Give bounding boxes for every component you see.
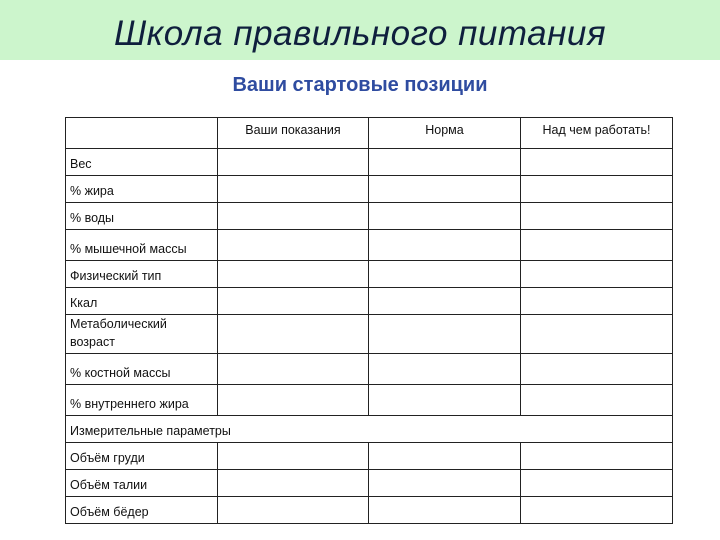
work-on-cell[interactable]: [521, 203, 673, 230]
readings-cell[interactable]: [218, 149, 369, 176]
norm-cell[interactable]: [369, 261, 521, 288]
table-row: [66, 354, 673, 385]
norm-cell[interactable]: [369, 385, 521, 416]
row-label: % воды: [66, 203, 218, 230]
work-on-cell[interactable]: [521, 497, 673, 524]
work-on-cell[interactable]: [521, 354, 673, 385]
title-banner: [0, 0, 720, 60]
readings-cell[interactable]: [218, 470, 369, 497]
readings-cell[interactable]: [218, 176, 369, 203]
work-on-cell[interactable]: [521, 230, 673, 261]
table-row: [66, 203, 673, 230]
row-label: % костной массы: [66, 354, 218, 385]
norm-cell[interactable]: [369, 176, 521, 203]
row-label: Объём талии: [66, 470, 218, 497]
page-title: Школа правильного питания: [113, 14, 607, 53]
readings-cell[interactable]: [218, 385, 369, 416]
row-label: Объём груди: [66, 443, 218, 470]
norm-cell[interactable]: [369, 288, 521, 315]
table-row: [66, 261, 673, 288]
work-on-cell[interactable]: [521, 470, 673, 497]
readings-cell[interactable]: [218, 288, 369, 315]
table-header-row: [66, 118, 673, 149]
header-cell-work-on: Над чем работать!: [521, 118, 673, 149]
header-cell-empty: [66, 118, 218, 149]
row-label: Метаболический возраст: [66, 315, 218, 354]
table-row: [66, 497, 673, 524]
norm-cell[interactable]: [369, 315, 521, 354]
table-row: [66, 385, 673, 416]
norm-cell[interactable]: [369, 443, 521, 470]
work-on-cell[interactable]: [521, 315, 673, 354]
readings-cell[interactable]: [218, 261, 369, 288]
section-label: Измерительные параметры: [66, 416, 673, 443]
table-row: [66, 443, 673, 470]
row-label: % мышечной массы: [66, 230, 218, 261]
section-subtitle: Ваши стартовые позиции: [232, 74, 488, 96]
row-label: Вес: [66, 149, 218, 176]
work-on-cell[interactable]: [521, 288, 673, 315]
table-row: [66, 315, 673, 354]
row-label: Физический тип: [66, 261, 218, 288]
starting-positions-table: [65, 117, 673, 524]
header-cell-norm: Норма: [369, 118, 521, 149]
work-on-cell[interactable]: [521, 261, 673, 288]
readings-cell[interactable]: [218, 497, 369, 524]
table-row: [66, 176, 673, 203]
table-row: [66, 230, 673, 261]
row-label: % внутреннего жира: [66, 385, 218, 416]
readings-cell[interactable]: [218, 443, 369, 470]
norm-cell[interactable]: [369, 497, 521, 524]
row-label: Объём бёдер: [66, 497, 218, 524]
row-label: % жира: [66, 176, 218, 203]
section-row: [66, 416, 673, 443]
row-label: Ккал: [66, 288, 218, 315]
work-on-cell[interactable]: [521, 176, 673, 203]
norm-cell[interactable]: [369, 470, 521, 497]
readings-cell[interactable]: [218, 354, 369, 385]
work-on-cell[interactable]: [521, 443, 673, 470]
norm-cell[interactable]: [369, 149, 521, 176]
norm-cell[interactable]: [369, 354, 521, 385]
norm-cell[interactable]: [369, 230, 521, 261]
readings-cell[interactable]: [218, 230, 369, 261]
table-row: [66, 149, 673, 176]
table-row: [66, 288, 673, 315]
work-on-cell[interactable]: [521, 149, 673, 176]
readings-cell[interactable]: [218, 203, 369, 230]
table-row: [66, 470, 673, 497]
work-on-cell[interactable]: [521, 385, 673, 416]
header-cell-readings: Ваши показания: [218, 118, 369, 149]
norm-cell[interactable]: [369, 203, 521, 230]
readings-cell[interactable]: [218, 315, 369, 354]
